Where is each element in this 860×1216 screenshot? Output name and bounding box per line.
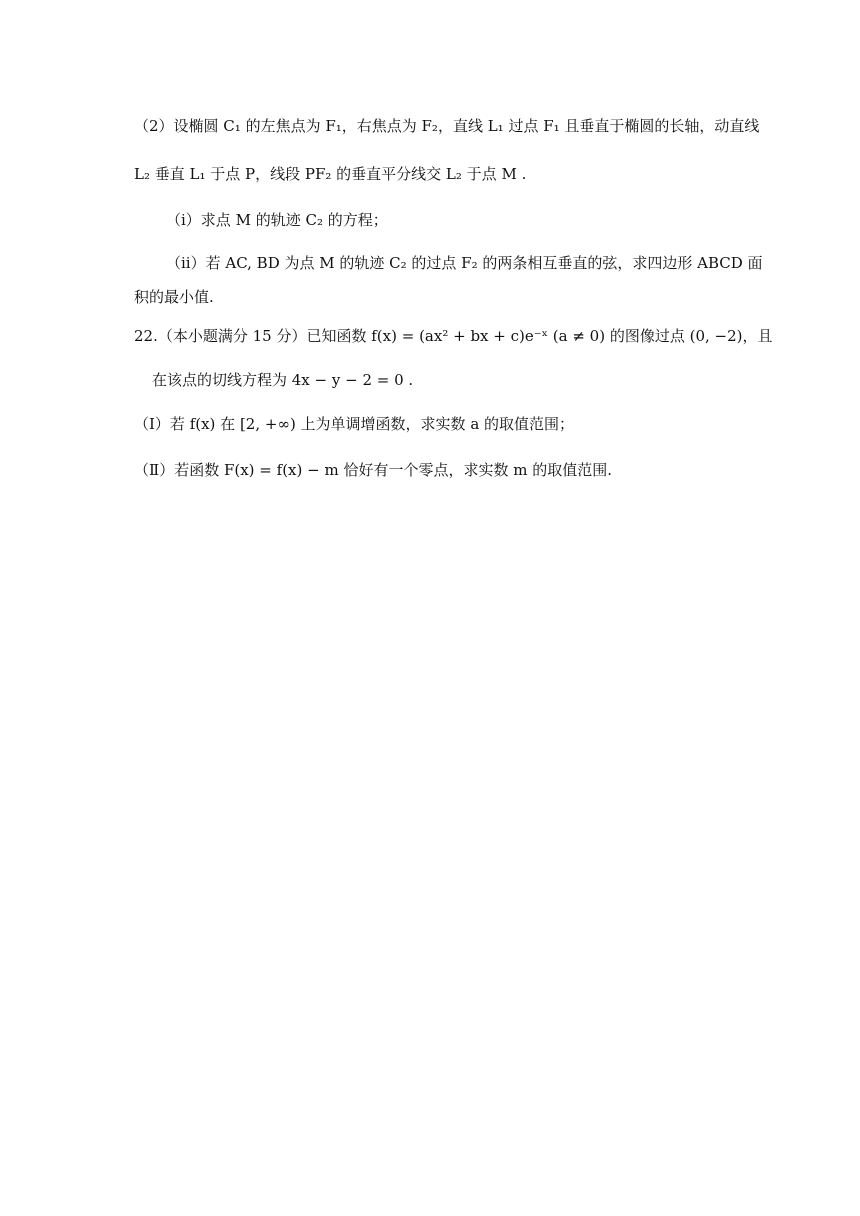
question-21-subpart-ii-line-1 xyxy=(166,253,763,273)
text-line: （2）设椭圆 C₁ 的左焦点为 F₁，右焦点为 F₂，直线 L₁ 过点 F₁ 且垂直于椭圆的长轴，动直线 xyxy=(134,117,760,135)
text-line: （i）求点 M 的轨迹 C₂ 的方程； xyxy=(166,211,388,229)
question-21-subpart-i xyxy=(166,210,388,230)
text-line: （Ⅱ）若函数 F(x) = f(x) − m 恰好有一个零点，求实数 m 的取值范围. xyxy=(134,461,612,479)
question-22-part-1 xyxy=(134,414,574,434)
question-21-part-2-line-1 xyxy=(134,116,759,136)
question-22-stem-line-1 xyxy=(134,326,773,346)
question-22-stem-line-2 xyxy=(152,370,413,390)
question-21-subpart-ii-line-2 xyxy=(134,287,214,307)
text-line: 在该点的切线方程为 4x − y − 2 = 0 . xyxy=(152,371,414,389)
question-22-part-2 xyxy=(134,460,612,480)
text-line: L₂ 垂直 L₁ 于点 P，线段 PF₂ 的垂直平分线交 L₂ 于点 M . xyxy=(134,165,527,183)
text-line: （Ⅰ）若 f(x) 在 [2, +∞) 上为单调增函数，求实数 a 的取值范围； xyxy=(134,415,575,433)
text-line: 22.（本小题满分 15 分）已知函数 f(x) = (ax² + bx + c)e⁻ˣ (a ≠ 0) 的图像过点 (0, −2)，且 xyxy=(134,327,773,345)
text-line: （ii）若 AC, BD 为点 M 的轨迹 C₂ 的过点 F₂ 的两条相互垂直的弦，求四边形 ABCD 面 xyxy=(166,254,763,272)
text-line: 积的最小值. xyxy=(134,288,214,306)
question-21-part-2-line-2 xyxy=(134,164,526,184)
